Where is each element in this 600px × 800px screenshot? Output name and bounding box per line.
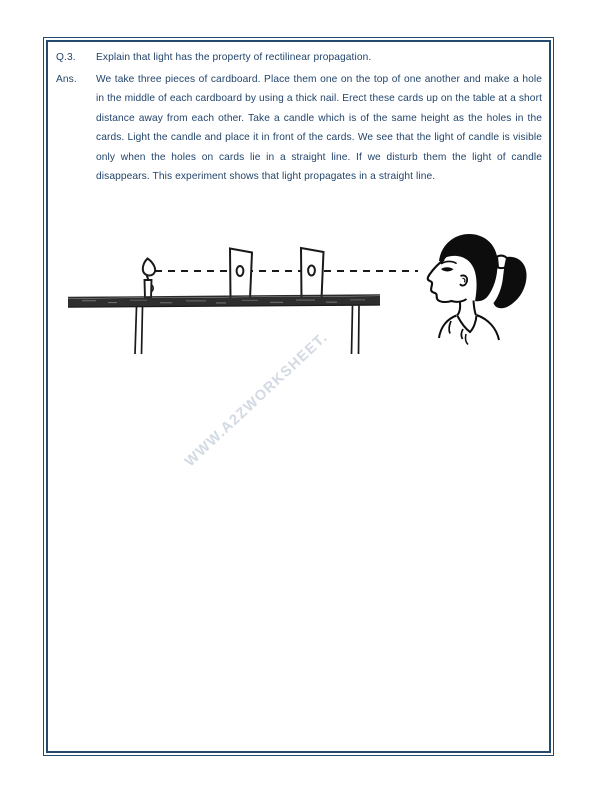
cardboard-card-one [230, 249, 252, 300]
cardboard-card-two [301, 248, 324, 299]
answer-text: We take three pieces of cardboard. Place them one on the top of one another and make a hole in the middle of each cardboard by using a thick nail. Erect these cards up on the table at a short distance away from each other. Take a candle which is of the same height as the holes in the cards. Light the candle and place it in front of the cards. We see that the light of candle is visible only when the holes on cards lie in a straight line. If we disturb them the light of candle disappears. This experiment shows that light propagates in a straight line. [96, 73, 542, 182]
rectilinear-propagation-diagram [56, 228, 536, 378]
question-label: Q.3. [56, 52, 76, 63]
question-answer-block [56, 48, 542, 187]
candle-icon [143, 259, 155, 299]
card-hole-one [237, 266, 244, 276]
table [68, 295, 380, 354]
question-text: Explain that light has the property of rectilinear propagation. [96, 52, 372, 63]
answer-row [56, 70, 542, 187]
watermark-text: WWW.A2ZWORKSHEET. [182, 329, 332, 470]
question-row [56, 48, 542, 68]
answer-label: Ans. [56, 73, 77, 85]
card-hole-two [308, 266, 315, 276]
girl-eye [441, 267, 454, 271]
girl-observer-figure [428, 234, 527, 345]
